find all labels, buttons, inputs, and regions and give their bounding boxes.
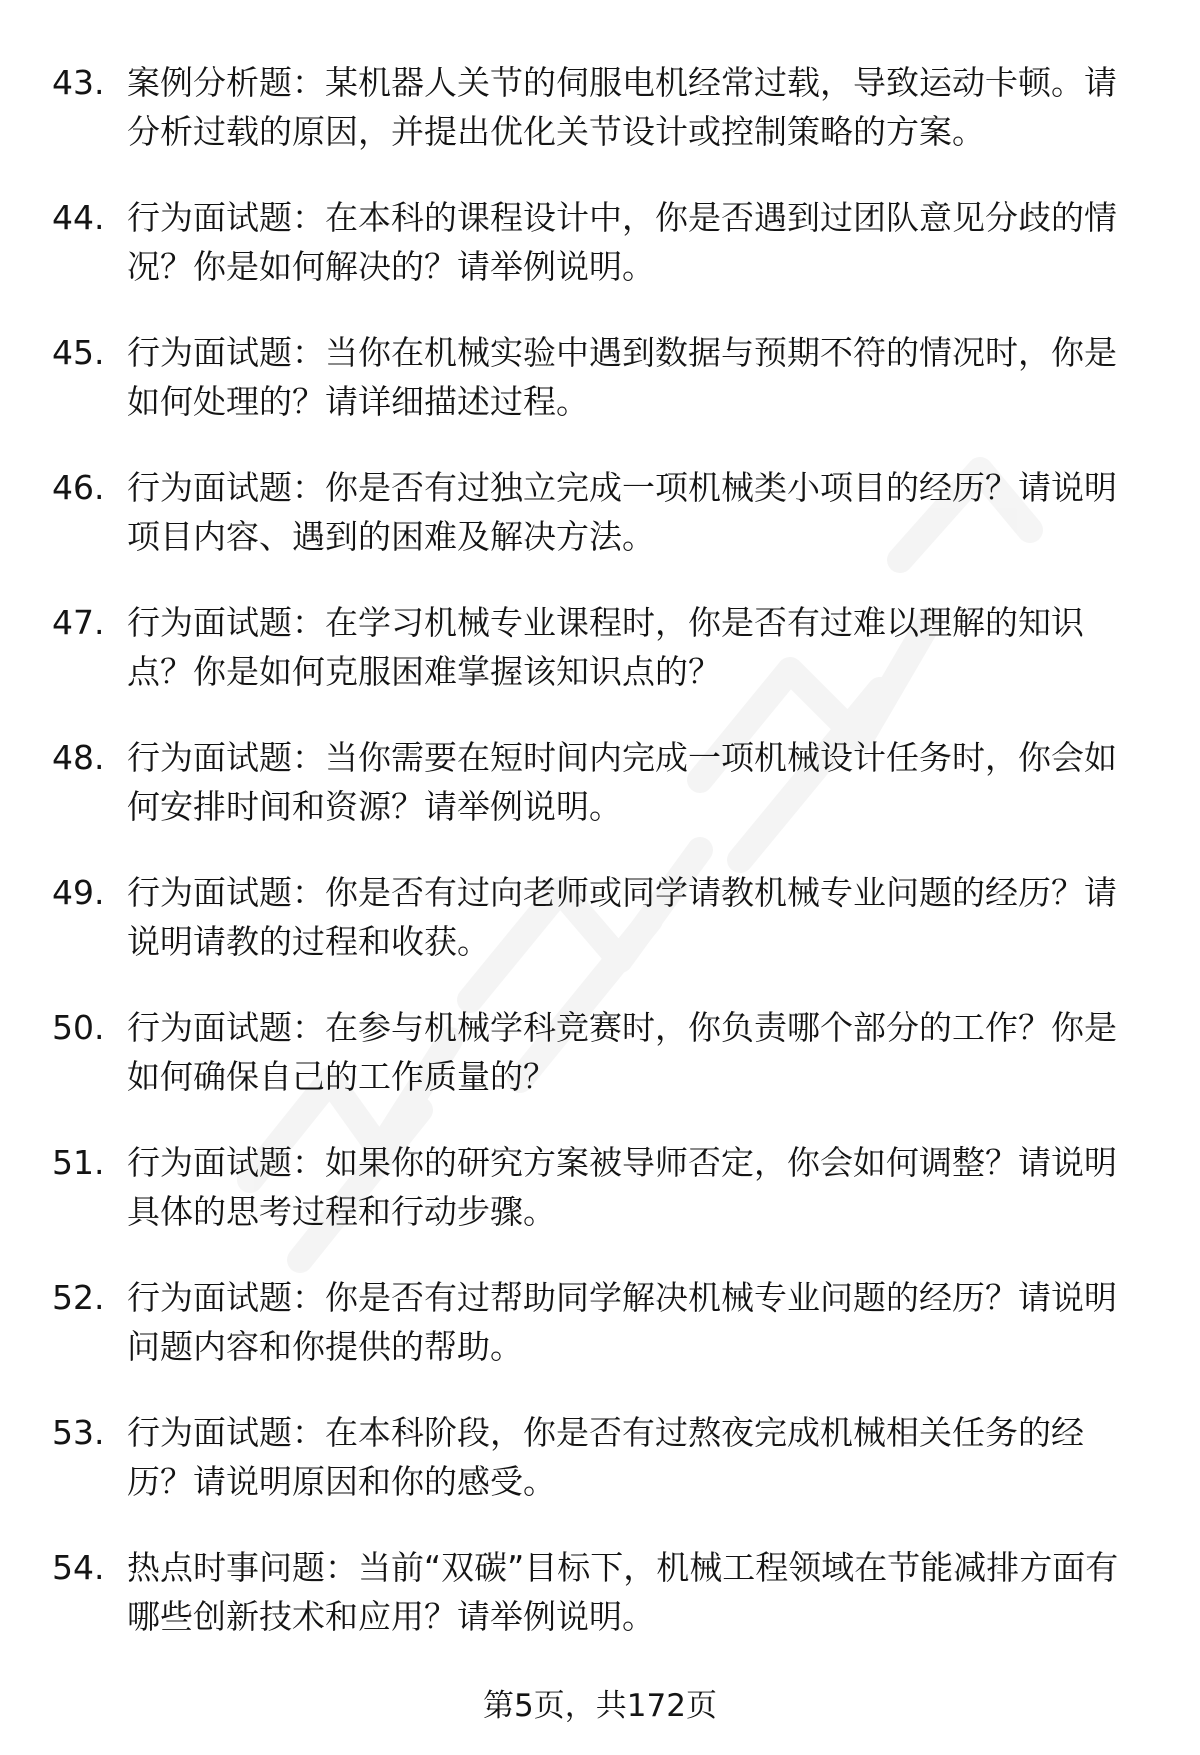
question-list — [0, 58, 1200, 1678]
question-item — [0, 598, 1200, 696]
question-number: 52. — [52, 1278, 105, 1317]
question-item — [0, 463, 1200, 561]
question-number: 44. — [52, 198, 105, 237]
question-number: 48. — [52, 738, 105, 777]
question-number: 54. — [52, 1548, 105, 1587]
question-number: 49. — [52, 873, 105, 912]
question-text: 行为面试题：在本科阶段，你是否有过熬夜完成机械相关任务的经历？请说明原因和你的感受。 — [127, 1413, 1084, 1501]
question-text: 行为面试题：在参与机械学科竞赛时，你负责哪个部分的工作？你是如何确保自己的工作质量的？ — [127, 1008, 1117, 1096]
question-number: 47. — [52, 603, 105, 642]
question-number: 45. — [52, 333, 105, 372]
question-item — [0, 1003, 1200, 1101]
question-number: 53. — [52, 1413, 105, 1452]
question-item — [0, 193, 1200, 291]
question-text: 行为面试题：你是否有过向老师或同学请教机械专业问题的经历？请说明请教的过程和收获。 — [127, 873, 1117, 961]
question-item — [0, 1408, 1200, 1506]
question-text: 行为面试题：在本科的课程设计中，你是否遇到过团队意见分歧的情况？你是如何解决的？请举例说明。 — [127, 198, 1117, 286]
question-item — [0, 733, 1200, 831]
question-text: 行为面试题：你是否有过独立完成一项机械类小项目的经历？请说明项目内容、遇到的困难及解决方法。 — [127, 468, 1117, 556]
page-number-footer: 第5页，共172页 — [483, 1688, 717, 1724]
question-text: 行为面试题：当你需要在短时间内完成一项机械设计任务时，你会如何安排时间和资源？请举例说明。 — [127, 738, 1117, 826]
question-number: 50. — [52, 1008, 105, 1047]
question-text: 行为面试题：当你在机械实验中遇到数据与预期不符的情况时，你是如何处理的？请详细描述过程。 — [127, 333, 1117, 421]
question-text: 行为面试题：如果你的研究方案被导师否定，你会如何调整？请说明具体的思考过程和行动步骤。 — [127, 1143, 1117, 1231]
question-text: 行为面试题：在学习机械专业课程时，你是否有过难以理解的知识点？你是如何克服困难掌握该知识点的？ — [127, 603, 1084, 691]
question-item — [0, 1273, 1200, 1371]
question-number: 46. — [52, 468, 105, 507]
question-item — [0, 868, 1200, 966]
question-item — [0, 1138, 1200, 1236]
question-item — [0, 328, 1200, 426]
question-number: 43. — [52, 63, 105, 102]
question-text: 行为面试题：你是否有过帮助同学解决机械专业问题的经历？请说明问题内容和你提供的帮助。 — [127, 1278, 1117, 1366]
question-number: 51. — [52, 1143, 105, 1182]
question-text: 案例分析题：某机器人关节的伺服电机经常过载，导致运动卡顿。请分析过载的原因，并提出优化关节设计或控制策略的方案。 — [127, 63, 1117, 151]
question-text: 热点时事问题：当前“双碳”目标下，机械工程领域在节能减排方面有哪些创新技术和应用？请举例说明。 — [127, 1548, 1119, 1636]
question-item — [0, 58, 1200, 156]
question-item — [0, 1543, 1200, 1641]
